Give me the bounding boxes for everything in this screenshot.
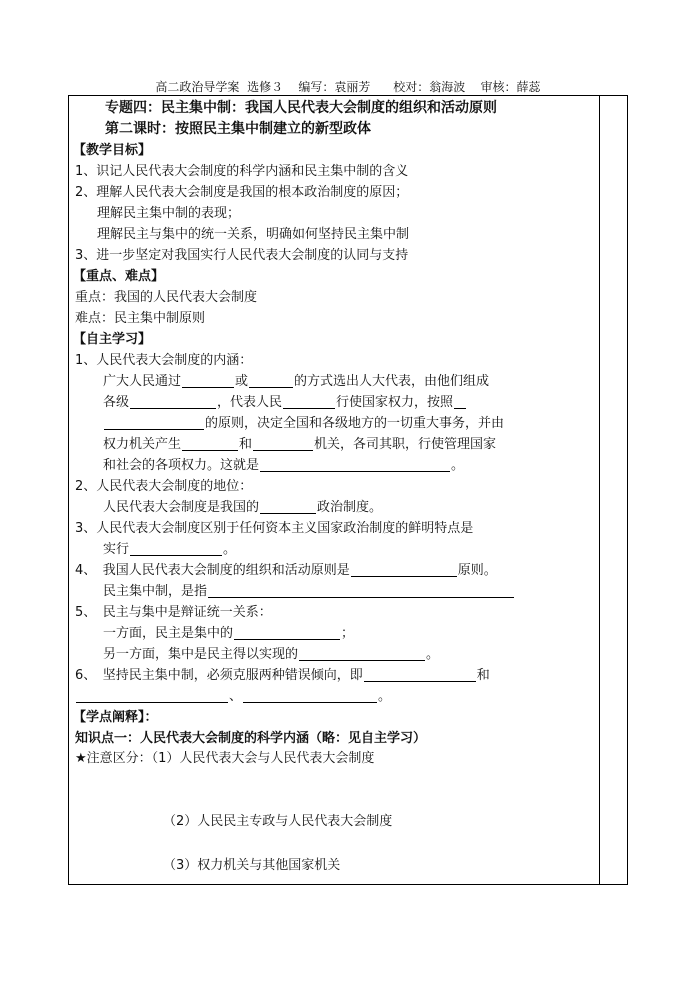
- objective-2b: 理解民主集中制的表现；: [97, 206, 241, 221]
- blank[interactable]: [234, 625, 340, 640]
- key-point: 重点：我国的人民代表大会制度: [75, 290, 258, 305]
- blank[interactable]: [249, 373, 293, 388]
- blank[interactable]: [260, 499, 316, 514]
- blank[interactable]: [283, 394, 335, 409]
- question-4-line-1: 4、 我国人民代表大会制度的组织和活动原则是 原则。: [75, 563, 497, 578]
- objective-1: 1、识记人民代表大会制度的科学内涵和民主集中制的含义: [75, 164, 409, 179]
- blank[interactable]: [182, 436, 238, 451]
- objectives-heading: 【教学目标】: [73, 143, 152, 158]
- topic-title: 专题四：民主集中制：我国人民代表大会制度的组织和活动原则: [105, 100, 497, 116]
- blank[interactable]: [260, 457, 450, 472]
- objective-3: 3、进一步坚定对我国实行人民代表大会制度的认同与支持: [75, 248, 409, 263]
- blank[interactable]: [299, 646, 425, 661]
- blank[interactable]: [130, 394, 216, 409]
- question-1-line-2: 各级 ，代表人民 行使国家权力，按照: [103, 393, 467, 413]
- note-3: （3）权力机关与其他国家机关: [163, 858, 341, 873]
- header-module: 选修３: [247, 80, 284, 94]
- page-header: [0, 78, 696, 95]
- question-2-line: 人民代表大会制度是我国的 政治制度。: [103, 500, 383, 515]
- worksheet-table: [68, 95, 628, 885]
- question-3-line-1: 3、人民代表大会制度区别于任何资本主义国家政治制度的鲜明特点是: [75, 521, 474, 536]
- blank[interactable]: [182, 373, 234, 388]
- header-course: 高二政治导学案: [155, 80, 240, 94]
- question-6-line-1: 6、 坚持民主集中制，必须克服两种错误倾向，即 和: [75, 668, 490, 683]
- blank[interactable]: [243, 688, 377, 703]
- blank[interactable]: [130, 541, 222, 556]
- question-4-line-2: 民主集中制，是指: [103, 582, 515, 602]
- question-5-line-2: 另一方面，集中是民主得以实现的 。: [103, 647, 440, 662]
- question-5-line-1: 一方面，民主是集中的 ；: [103, 626, 355, 641]
- question-6-line-2: 、 。: [75, 687, 391, 707]
- explain-heading: 【学点阐释】：: [73, 710, 158, 725]
- blank[interactable]: [454, 394, 466, 409]
- knowledge-point-1: 知识点一：人民代表大会制度的科学内涵（略：见自主学习）: [75, 731, 427, 746]
- question-5-title: 5、 民主与集中是辩证统一关系：: [75, 605, 272, 620]
- header-editor: 编写：袁丽芳: [298, 80, 371, 94]
- blank[interactable]: [253, 436, 313, 451]
- objective-2: 2、理解人民代表大会制度是我国的根本政治制度的原因；: [75, 185, 409, 200]
- difficult-point: 难点：民主集中制原则: [75, 311, 206, 326]
- question-3-line-2: 实行 。: [103, 542, 237, 557]
- question-1-line-5: 和社会的各项权力。这就是 。: [103, 458, 465, 473]
- note-2: （2）人民民主专政与人民代表大会制度: [163, 814, 393, 829]
- note-1: ★注意区分：（1）人民代表大会与人民代表大会制度: [75, 751, 375, 766]
- question-1-line-4: 权力机关产生 和 机关，各司其职，行使管理国家: [103, 437, 497, 452]
- column-divider: [599, 96, 600, 884]
- blank[interactable]: [104, 415, 204, 430]
- question-1-line-3: 的原则，决定全国和各级地方的一切重大事务，并由: [103, 414, 504, 434]
- self-study-heading: 【自主学习】: [73, 332, 152, 347]
- objective-2c: 理解民主与集中的统一关系，明确如何坚持民主集中制: [97, 227, 410, 242]
- header-proofreader: 校对：翁海波: [393, 80, 466, 94]
- blank[interactable]: [364, 667, 476, 682]
- blank[interactable]: [351, 562, 457, 577]
- question-2-title: 2、人民代表大会制度的地位：: [75, 479, 253, 494]
- header-reviewer: 审核：薛蕊: [480, 80, 541, 94]
- worksheet-content: [69, 96, 599, 884]
- question-1-line-1: 广大人民通过 或 的方式选出人大代表，由他们组成: [103, 374, 490, 389]
- key-heading: 【重点、难点】: [73, 269, 165, 284]
- question-1-title: 1、人民代表大会制度的内涵：: [75, 353, 253, 368]
- lesson-title: 第二课时：按照民主集中制建立的新型政体: [105, 121, 371, 137]
- blank[interactable]: [76, 688, 228, 703]
- blank[interactable]: [208, 583, 514, 598]
